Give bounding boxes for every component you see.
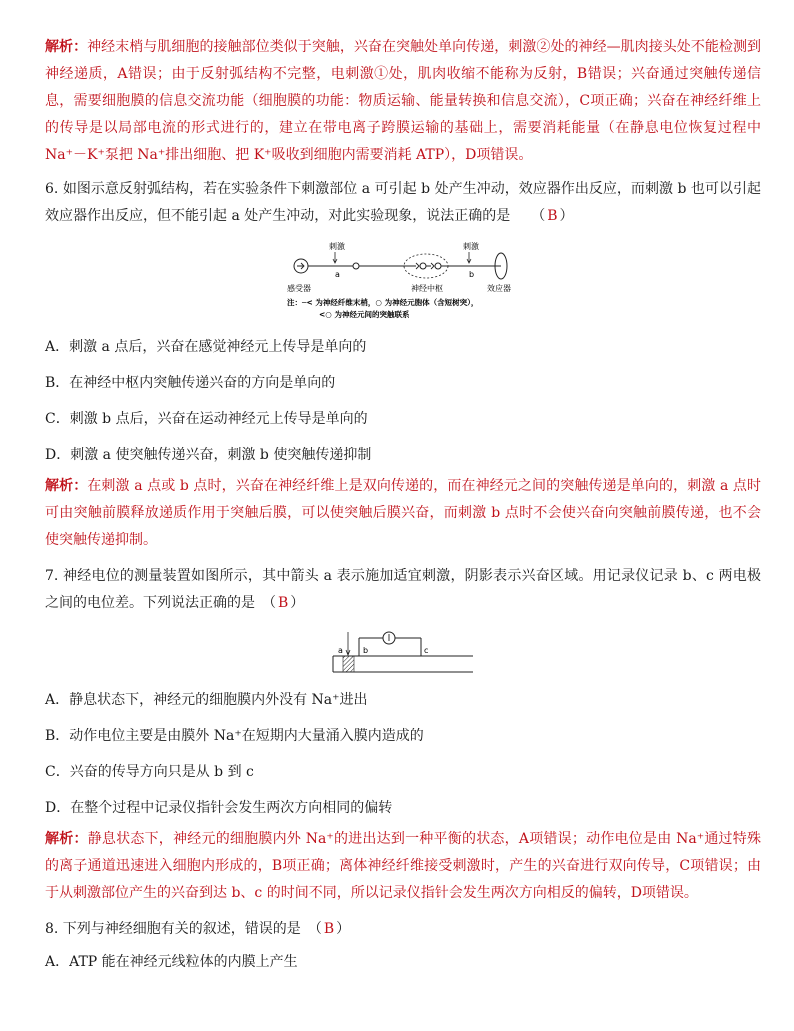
question-7-stem (45, 563, 761, 617)
receptor-label: 感受器 (287, 284, 311, 293)
q7-option-d: D．在整个过程中记录仪指针会发生两次方向相同的偏转 (45, 800, 393, 816)
nerve-potential-figure (328, 626, 478, 676)
analysis-label-q6: 解析： (45, 478, 88, 494)
stim-label-b: 刺激 (463, 242, 479, 251)
q6-stem-text: 6. 如图示意反射弧结构，若在实验条件下刺激部位 a 可引起 b 处产生冲动，效应器作出反应，而刺激 b 也可以引起效应器作出反应，但不能引起 a 处产生冲动，对此实验现象，说法正确的是 (45, 181, 761, 224)
question-6-stem (45, 176, 761, 230)
receptor-arrow (297, 263, 304, 269)
figure-note-1: 注：─< 为神经纤维末梢，○ 为神经元胞体（含短树突）， (287, 298, 479, 307)
interneuron-body (420, 263, 426, 269)
q8-option-a: A．ATP 能在神经元线粒体的内膜上产生 (45, 954, 298, 970)
synapse-2 (431, 263, 434, 269)
q6-option-c: C．刺激 b 点后，兴奋在运动神经元上传导是单向的 (45, 411, 368, 427)
stim-arrow-b (467, 252, 471, 263)
effector-label: 效应器 (487, 284, 511, 293)
q6-option-d: D．刺激 a 使突触传递兴奋，刺激 b 使突触传递抑制 (45, 447, 372, 463)
q6-answer: B (547, 208, 558, 224)
figure-note-2: <○ 为神经元间的突触联系 (319, 310, 410, 319)
q6-option-a: A．刺激 a 点后，兴奋在感觉神经元上传导是单向的 (45, 339, 367, 355)
motor-neuron-body (435, 263, 441, 269)
q8-close: ） (336, 921, 351, 937)
analysis-q7-text: 静息状态下，神经元的细胞膜内外 Na⁺的进出达到一种平衡的状态，A项错误；动作电位是由 Na⁺通过特殊的离子通道迅速进入细胞内形成的，B项正确；离体神经纤维接受刺激时，产生的兴奋进行双向传导，C项错误；由于从刺激部位产生的兴奋到达 b、c 的时间不同，所以记录仪指针会发生两次方向相反的偏转，D项错误。 (45, 831, 762, 901)
q8-open: （ (314, 921, 322, 937)
q6-option-b: B．在神经中枢内突触传递兴奋的方向是单向的 (45, 375, 336, 391)
q7-close: ） (290, 595, 305, 611)
q8-stem-text: 8. 下列与神经细胞有关的叙述，错误的是 (45, 921, 301, 937)
q7-open: （ (269, 595, 276, 611)
q7-answer: B (278, 595, 289, 611)
q6-close: ） (559, 208, 574, 224)
analysis-q5-text: 神经末梢与肌细胞的接触部位类似于突触，兴奋在突触处单向传递，刺激②处的神经—肌肉接头处不能检测到神经递质，A错误；由于反射弧结构不完整，电刺激①处，肌肉收缩不能称为反射，B错误；兴奋通过突触传递信息，需要细胞膜的信息交流功能（细胞膜的功能：物质运输、能量转换和信息交流），C项正确；兴奋在神经纤维上的传导是以局部电流的形式进行的，建立在带电离子跨膜运输的基础上，需要消耗能量（在静息电位恢复过程中 Na⁺－K⁺泵把 Na⁺排出细胞、把 K⁺吸收到细胞内需要消耗 ATP），D项错误。 (45, 39, 762, 163)
excitation-area (343, 656, 354, 672)
analysis-q5 (45, 34, 761, 169)
point-b-label: b (469, 270, 475, 279)
reflex-arc-figure (283, 239, 523, 323)
q8-answer: B (323, 921, 335, 937)
q7-stem-text: 7. 神经电位的测量装置如图所示，其中箭头 a 表示施加适宜刺激，阴影表示兴奋区域。用记录仪记录 b、c 两电极之间的电位差。下列说法正确的是 (45, 568, 761, 611)
q6-open: （ (538, 208, 546, 224)
q7-option-c: C．兴奋的传导方向只是从 b 到 c (45, 764, 254, 780)
analysis-q6-text: 在刺激 a 点或 b 点时，兴奋在神经纤维上是双向传递的，而在神经元之间的突触传递是单向的，刺激 a 点时可由突触前膜释放递质作用于突触后膜，可以使突触后膜兴奋，而刺激 b 点时不会使兴奋向突触前膜传递，也不会使突触传递抑制。 (45, 478, 761, 548)
analysis-label: 解析： (45, 39, 88, 55)
stim-label-a: 刺激 (329, 242, 345, 251)
q7-option-b: B．动作电位主要是由膜外 Na⁺在短期内大量涌入膜内造成的 (45, 728, 424, 744)
sensory-neuron-body (353, 263, 359, 269)
point-a-label: a (335, 270, 340, 279)
stim-arrow (346, 632, 350, 655)
label-c: c (424, 646, 429, 655)
q7-option-a: A．静息状态下，神经元的细胞膜内外没有 Na⁺进出 (45, 692, 368, 708)
analysis-q6 (45, 473, 761, 554)
label-b: b (363, 646, 369, 655)
nerve-center-label: 神经中枢 (411, 284, 443, 293)
analysis-label-q7: 解析： (45, 831, 88, 847)
synapse-1 (409, 263, 419, 269)
label-a: a (338, 646, 343, 655)
document-page (45, 34, 761, 988)
stim-arrow-a (333, 252, 337, 263)
question-8-stem (45, 916, 761, 943)
analysis-q7 (45, 826, 761, 907)
